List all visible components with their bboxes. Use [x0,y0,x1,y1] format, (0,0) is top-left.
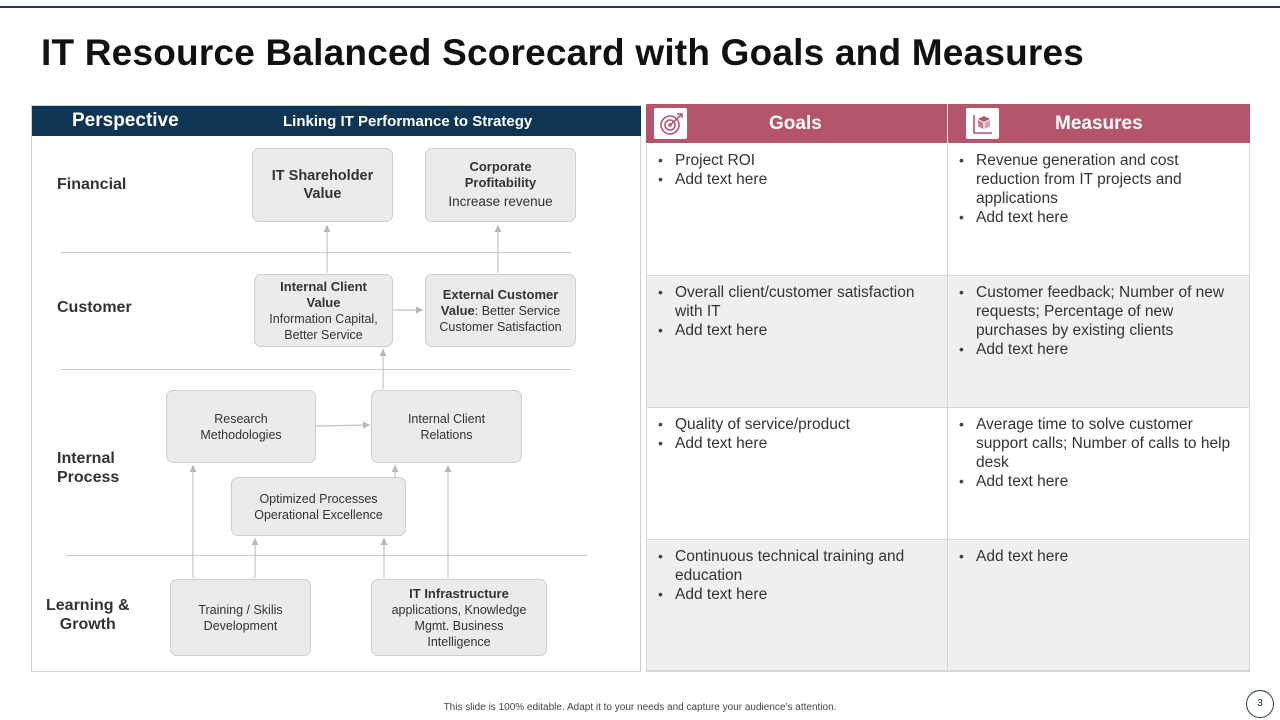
box-line: Development [203,618,278,633]
box-line: Mgmt. Business [414,618,504,633]
box-line: Increase revenue [448,194,553,209]
row-label-learning-growth [46,596,130,634]
list-item: • Add text here [957,547,1243,566]
list-item: • Add text here [957,208,1243,227]
goals-list [656,283,941,340]
list-item: • Quality of service/product [656,415,941,434]
row-label-line: Internal [57,450,115,467]
box-corporate-profitability [425,148,576,222]
measures-header-label: Measures [1055,113,1143,134]
list-item: • Add text here [656,170,941,189]
box-line: IT Infrastructure [409,585,509,601]
box-line: Value [306,294,341,310]
list-item: • Revenue generation and cost reduction from IT projects and applications [957,151,1243,208]
box-internal-client-relations [371,390,522,463]
box-research-methodologies [166,390,316,463]
linking-header: Linking IT Performance to Strategy [283,113,533,130]
box-line: Value [303,186,342,202]
box-line: Intelligence [427,634,491,649]
box-line: Operational Excellence [254,507,383,522]
page-number: 3 [1246,690,1274,718]
row-label-line: Learning & [46,597,130,614]
row-separator [61,252,571,253]
box-line-bold: Value [440,302,475,318]
row-label-customer: Customer [57,299,132,316]
target-icon [654,108,687,139]
measures-cell [948,144,1250,277]
measures-cell [948,408,1250,541]
box-line: IT Shareholder [271,168,374,184]
row-separator [66,555,587,556]
goals-cell [646,276,948,409]
box-line: Optimized Processes [259,491,378,506]
box-line: Internal Client [280,278,367,294]
box-line: Better Service [284,327,363,342]
box-line: Corporate [469,159,532,174]
list-item: • Add text here [656,321,941,340]
box-line: Internal Client [407,411,486,426]
perspective-header: Perspective [72,110,179,131]
list-item: • Continuous technical training and education [656,547,941,585]
box-line [441,303,560,319]
box-line: Customer Satisfaction [439,319,562,334]
row-separator [61,369,571,370]
box-line: Methodologies [200,427,282,442]
list-item: • Add text here [957,340,1243,359]
goals-list [656,415,941,453]
list-item: • Add text here [656,585,941,604]
measures-list [957,415,1243,491]
box-line: External Customer [442,286,559,302]
box-external-customer-value [425,274,576,347]
footer-note: This slide is 100% editable. Adapt it to your needs and capture your audience’s attention. [443,702,837,713]
list-item: • Customer feedback; Number of new requests; Percentage of new purchases by existing clients [957,283,1243,340]
top-rule [0,6,1280,8]
measures-list [957,283,1243,359]
box-line-rest: : Better Service [474,303,561,318]
list-item: • Overall client/customer satisfaction with IT [656,283,941,321]
row-label-line: Process [57,469,120,486]
goals-cell [646,144,948,277]
box-line: Information Capital, [269,311,378,326]
measures-cell [948,540,1250,672]
row-label-line: Growth [59,616,116,633]
box-line: Research [214,411,268,426]
box-line: Training / Skilis [198,602,283,617]
box-line: applications, Knowledge [391,602,527,617]
box-it-infrastructure [371,579,547,656]
box-training-skills [170,579,311,656]
row-label-financial: Financial [57,176,127,193]
goals-measures-table [646,104,1250,672]
measures-list [957,151,1243,227]
strategy-map-header [32,106,641,136]
goals-cell [646,540,948,672]
goals-list [656,547,941,604]
box-line: Relations [420,427,473,442]
list-item: • Average time to solve customer support calls; Number of calls to help desk [957,415,1243,472]
measures-header [948,104,1250,143]
list-item: • Project ROI [656,151,941,170]
box-internal-client-value [254,274,393,347]
list-item: • Add text here [957,472,1243,491]
slide-title: IT Resource Balanced Scorecard with Goals and Measures [41,32,1085,73]
measures-cell [948,276,1250,409]
cube-icon [966,108,999,139]
list-item: • Add text here [656,434,941,453]
box-optimized-processes [231,477,406,536]
goals-list [656,151,941,189]
row-label-internal-process [57,449,119,487]
box-line: Profitability [464,175,537,190]
box-it-shareholder-value [252,148,393,222]
goals-cell [646,408,948,541]
measures-list [957,547,1243,566]
goals-header [646,104,947,143]
goals-header-label: Goals [769,113,822,134]
